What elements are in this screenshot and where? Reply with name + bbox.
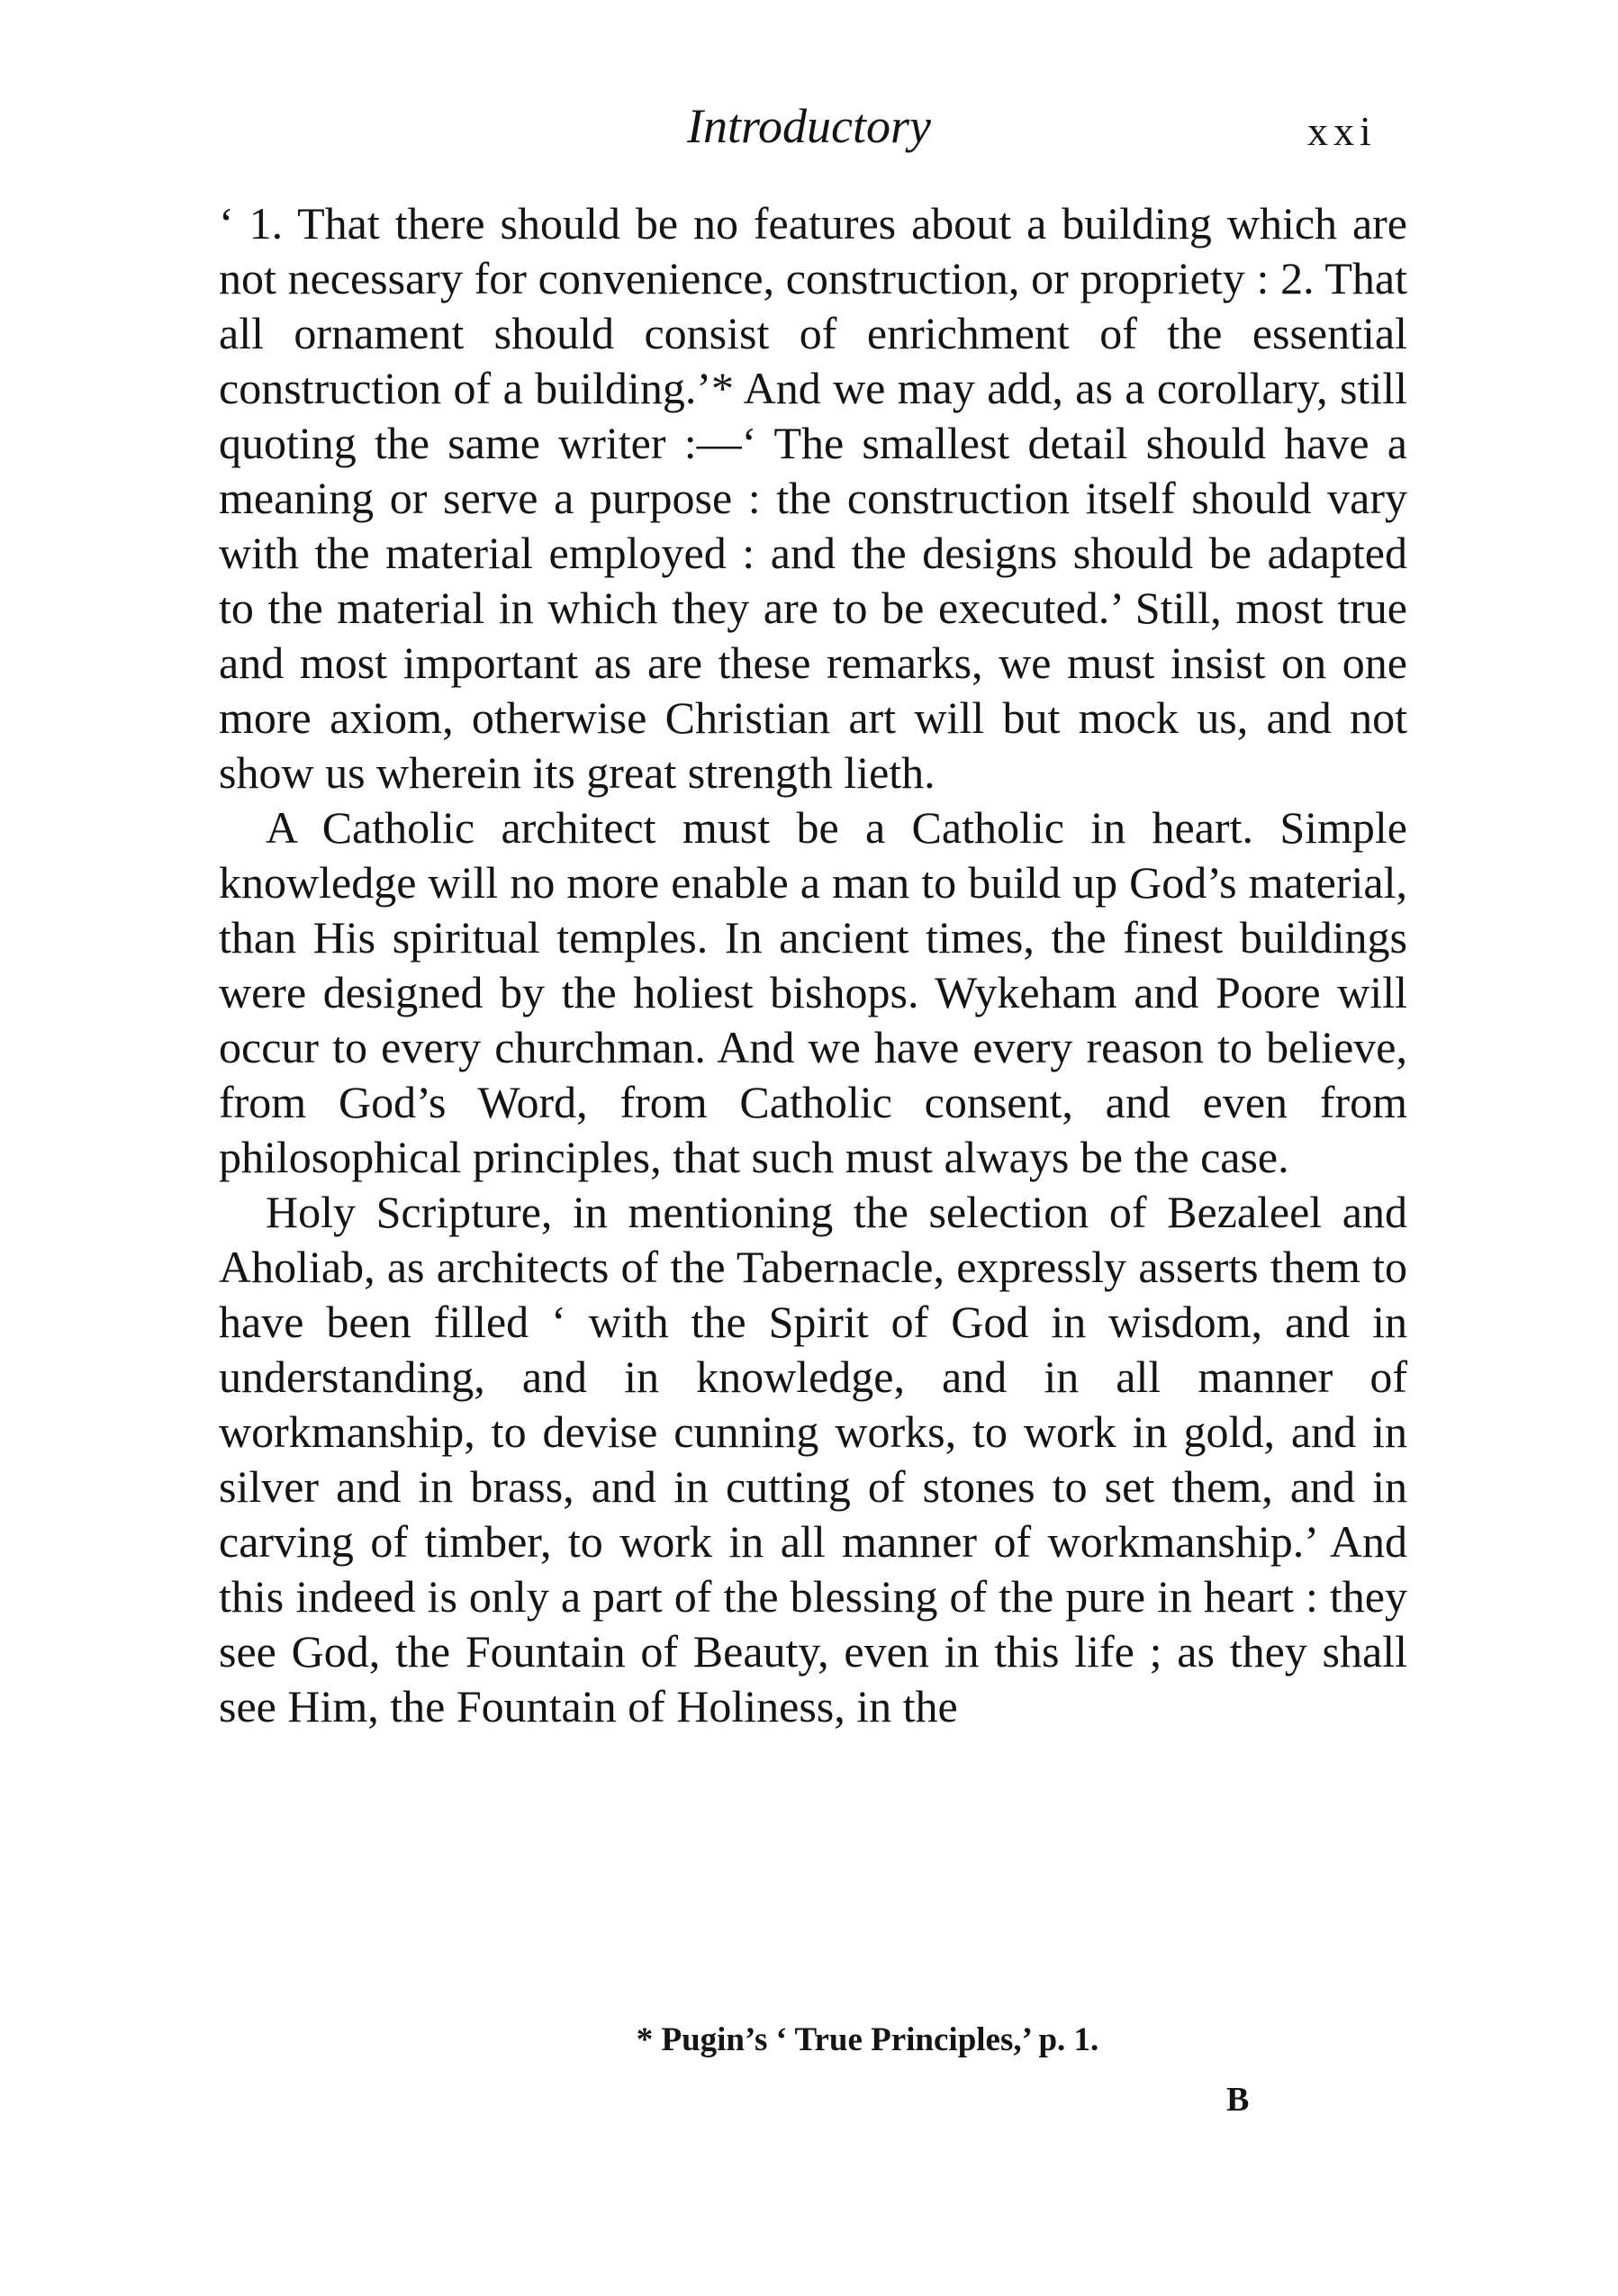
running-head-title: Introductory bbox=[687, 99, 931, 153]
signature-mark: B bbox=[1226, 2081, 1250, 2119]
body-text bbox=[219, 196, 1407, 1734]
paragraph-2: A Catholic architect must be a Catholic in heart. Simple knowledge will no more enable a man to build up God’s material, than His spiritual temples. In ancient times, the finest buildings were designed by the holiest bishops. Wykeham and Poore will occur to every churchman. And we have every reason to believe, from God’s Word, from Catholic consent, and even from philosophical principles, that such must always be the case. bbox=[219, 802, 1407, 1182]
page-number: xxi bbox=[1307, 108, 1377, 154]
footnote: * Pugin’s ‘ True Principles,’ p. 1. bbox=[636, 2021, 1099, 2058]
paragraph-1: ‘ 1. That there should be no features about a building which are not necessary for convenience, construction, or propriety : 2. That all ornament should consist of enrichment of the essential construction of a building.’* And we may add, as a corollary, still quoting the same writer :—‘ The smallest detail should have a meaning or serve a purpose : the construction itself should vary with the material employed : and the designs should be adapted to the material in which they are to be executed.’ Still, most true and most important as are these remarks, we must insist on one more axiom, otherwise Christian art will but mock us, and not show us wherein its great strength lieth. bbox=[219, 198, 1407, 798]
paragraph-3: Holy Scripture, in mentioning the selection of Bezaleel and Aholiab, as architects of the Tabernacle, expressly asserts them to have been filled ‘ with the Spirit of God in wisdom, and in understanding, and in knowledge, and in all manner of workmanship, to devise cunning works, to work in gold, and in silver and in brass, and in cutting of stones to set them, and in carving of timber, to work in all manner of workmanship.’ And this indeed is only a part of the blessing of the pure in heart : they see God, the Fountain of Beauty, even in this life ; as they shall see Him, the Fountain of Holiness, in the bbox=[219, 1187, 1407, 1731]
